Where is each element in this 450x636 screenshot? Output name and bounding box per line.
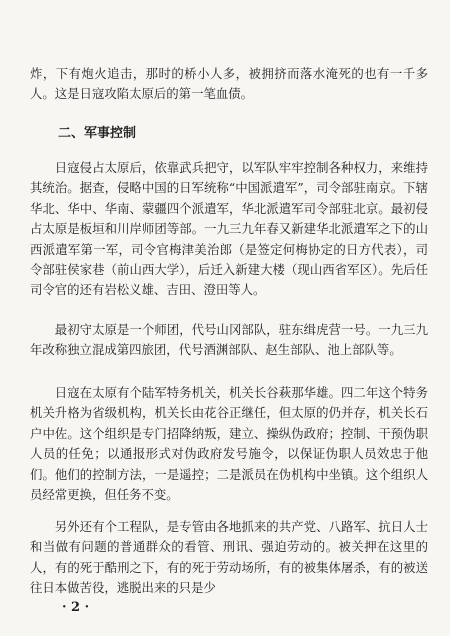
paragraph-garrison-units: 最初守太原是一个师团，代号山冈部队，驻东缉虎营一号。一九三九年改称独立混成第四旅团，代号酒渊部队、赵生部队、池上部队等。 — [30, 322, 428, 358]
paragraph-engineering-unit: 另外还有个工程队，是专管由各地抓来的共产党、八路军、抗日人士和当做有问题的普通群众的看管、刑讯、强迫劳动的。被关押在这里的人，有的死于酷刑之下，有的死于劳动场所，有的被集体屠杀，有的被送往日本做苦役，逃脱出来的只是少 — [30, 519, 428, 596]
paragraph-occupation-control: 日寇侵占太原后，依靠武兵把守，以军队牢牢控制各种权力，来维持其统治。据查，侵略中国的日军统称“中国派遣军”，司令部驻南京。下辖华北、华中、华南、蒙疆四个派遣军，华北派遣军司令部驻北京。最初侵占太原是板垣和川岸师团等部。一九三九年春又新建华北派遣军之下的山西派遣军第一军，司令官梅津美治郎（是签定何梅协定的日方代表），司令部驻侯家巷（前山西大学），后迁入新建大楼（现山西省军区）。先后任司令官的还有岩松义雄、吉田、澄田等人。 — [30, 160, 428, 298]
page-number: · 2 · — [62, 600, 90, 615]
section-heading: 二、军事控制 — [58, 126, 137, 141]
paragraph-special-agency: 日寇在太原有个陆军特务机关，机关长谷萩那华雄。四二年这个特务机关升格为省级机构，机关长由花谷正继任，但太原的仍并存，机关长石户中佐。这个组织是专门招降纳叛，建立、操纵伪政府；控制、干预伪职人员的任免；以通报形式对伪政府发号施令，以保证伪职人员效忠于他们。他们的控制方法，一是遥控；二是派员在伪机构中坐镇。这个组织人员经常更换，但任务不变。 — [30, 385, 428, 503]
paragraph-continuation: 炸，下有炮火追击，那时的桥小人多，被拥挤而落水淹死的也有一千多人。这是日寇攻陷太原后的第一笔血债。 — [30, 66, 428, 102]
